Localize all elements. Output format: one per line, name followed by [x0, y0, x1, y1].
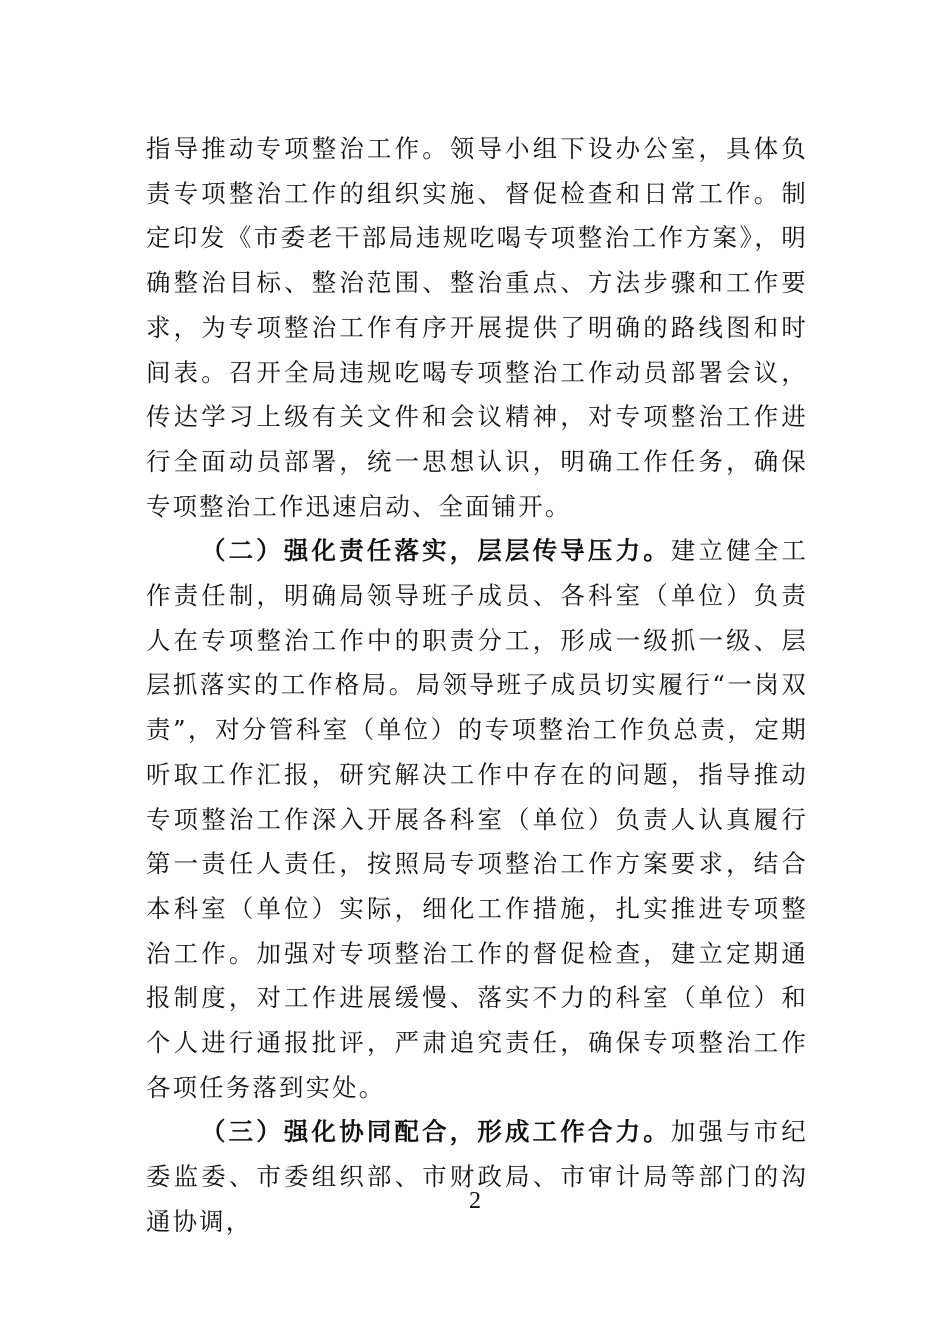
paragraph-2-body: 建立健全工作责任制，明确局领导班子成员、各科室（单位）负责人在专项整治工作中的职责分工，形成一级抓一级、层层抓落实的工作格局。局领导班子成员切实履行“一岗双责”，对分管科室（单位）的专项整治工作负总责，定期听取工作汇报，研究解决工作中存在的问题，指导推动专项整治工作深入开展各科室（单位）负责人认真履行第一责任人责任，按照局专项整治工作方案要求，结合本科室（单位）实际，细化工作措施，扎实推进专项整治工作。加强对专项整治工作的督促检查，建立定期通报制度，对工作进展缓慢、落实不力的科室（单位）和个人进行通报批评，严肃追究责任，确保专项整治工作各项任务落到实处。	[146, 536, 808, 1102]
paragraph-3	[146, 1110, 808, 1244]
body-text	[146, 127, 808, 1245]
paragraph-1	[146, 127, 808, 529]
paragraph-3-heading: （三）强化协同配合，形成工作合力。	[201, 1117, 671, 1147]
paragraph-3-body: 加强与市纪委监委、市委组织部、市财政局、市审计局等部门的沟通协调，	[146, 1117, 808, 1236]
page-number: 2	[469, 1188, 481, 1214]
paragraph-1-body: 指导推动专项整治工作。领导小组下设办公室，具体负责专项整治工作的组织实施、督促检查和日常工作。制定印发《市委老干部局违规吃喝专项整治工作方案》，明确整治目标、整治范围、整治重点、方法步骤和工作要求，为专项整治工作有序开展提供了明确的路线图和时间表。召开全局违规吃喝专项整治工作动员部署会议，传达学习上级有关文件和会议精神，对专项整治工作进行全面动员部署，统一思想认识，明确工作任务，确保专项整治工作迅速启动、全面铺开。	[146, 134, 808, 521]
paragraph-2	[146, 529, 808, 1110]
paragraph-2-heading: （二）强化责任落实，层层传导压力。	[201, 536, 671, 566]
